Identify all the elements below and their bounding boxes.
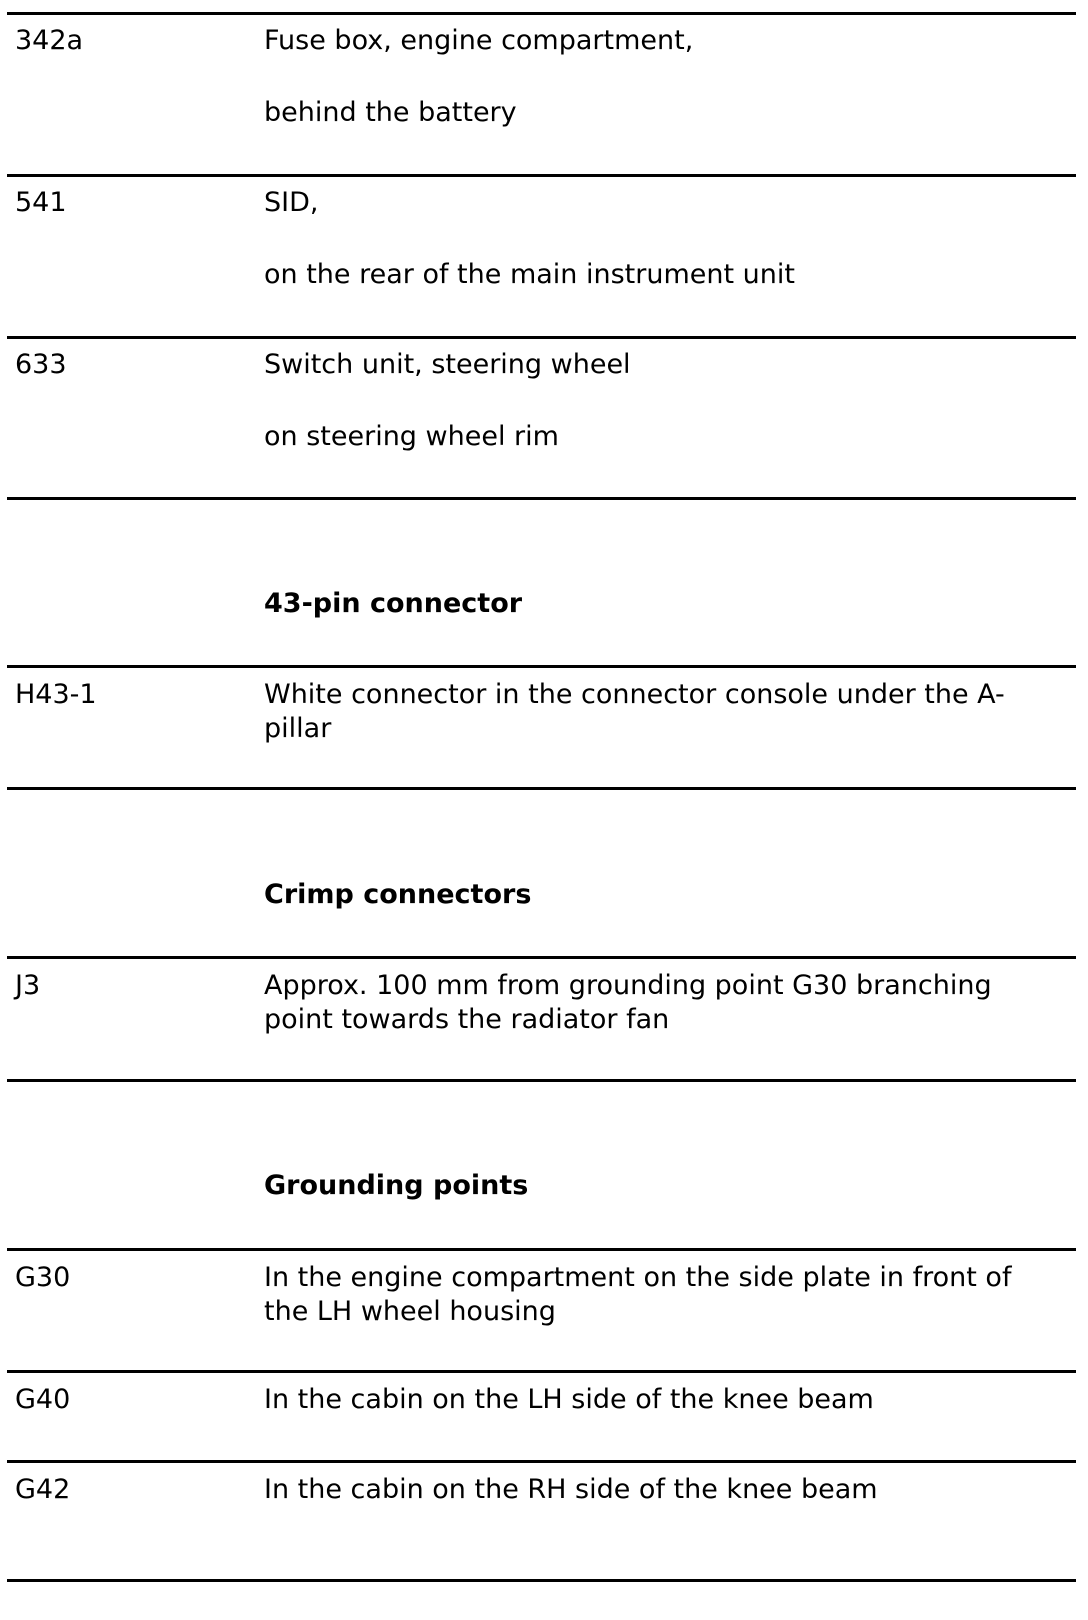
component-code: G42 — [15, 1474, 71, 1505]
component-description-line1: Fuse box, engine compartment, — [264, 25, 694, 56]
table-rule — [7, 1460, 1076, 1463]
component-description-line2: on steering wheel rim — [264, 421, 559, 452]
component-description-line1: SID, — [264, 187, 319, 218]
section-heading: Grounding points — [264, 1170, 529, 1201]
table-rule — [7, 497, 1076, 500]
table-rule — [7, 1579, 1076, 1582]
table-rule — [7, 336, 1076, 339]
table-rule — [7, 1079, 1076, 1082]
component-description: In the engine compartment on the side plate in front of the LH wheel housing — [264, 1262, 1012, 1327]
table-rule — [7, 1248, 1076, 1251]
component-description: Approx. 100 mm from grounding point G30 branching point towards the radiator fan — [264, 970, 992, 1035]
component-code: 541 — [15, 187, 67, 218]
component-description-line2: behind the battery — [264, 97, 517, 128]
component-description-line2: on the rear of the main instrument unit — [264, 259, 795, 290]
component-description-line1: Switch unit, steering wheel — [264, 349, 631, 380]
table-rule — [7, 956, 1076, 959]
component-code: G40 — [15, 1384, 71, 1415]
table-rule — [7, 174, 1076, 177]
table-rule — [7, 665, 1076, 668]
table-rule — [7, 12, 1076, 15]
component-description: In the cabin on the RH side of the knee beam — [264, 1474, 878, 1505]
component-code: H43-1 — [15, 679, 97, 710]
component-code: J3 — [15, 970, 41, 1001]
component-code: 342a — [15, 25, 84, 56]
table-rule — [7, 787, 1076, 790]
component-code: G30 — [15, 1262, 71, 1293]
component-code: 633 — [15, 349, 67, 380]
section-heading: 43-pin connector — [264, 588, 523, 619]
component-description: In the cabin on the LH side of the knee beam — [264, 1384, 874, 1415]
table-rule — [7, 1370, 1076, 1373]
component-description: White connector in the connector console under the A-pillar — [264, 679, 1005, 744]
section-heading: Crimp connectors — [264, 879, 532, 910]
